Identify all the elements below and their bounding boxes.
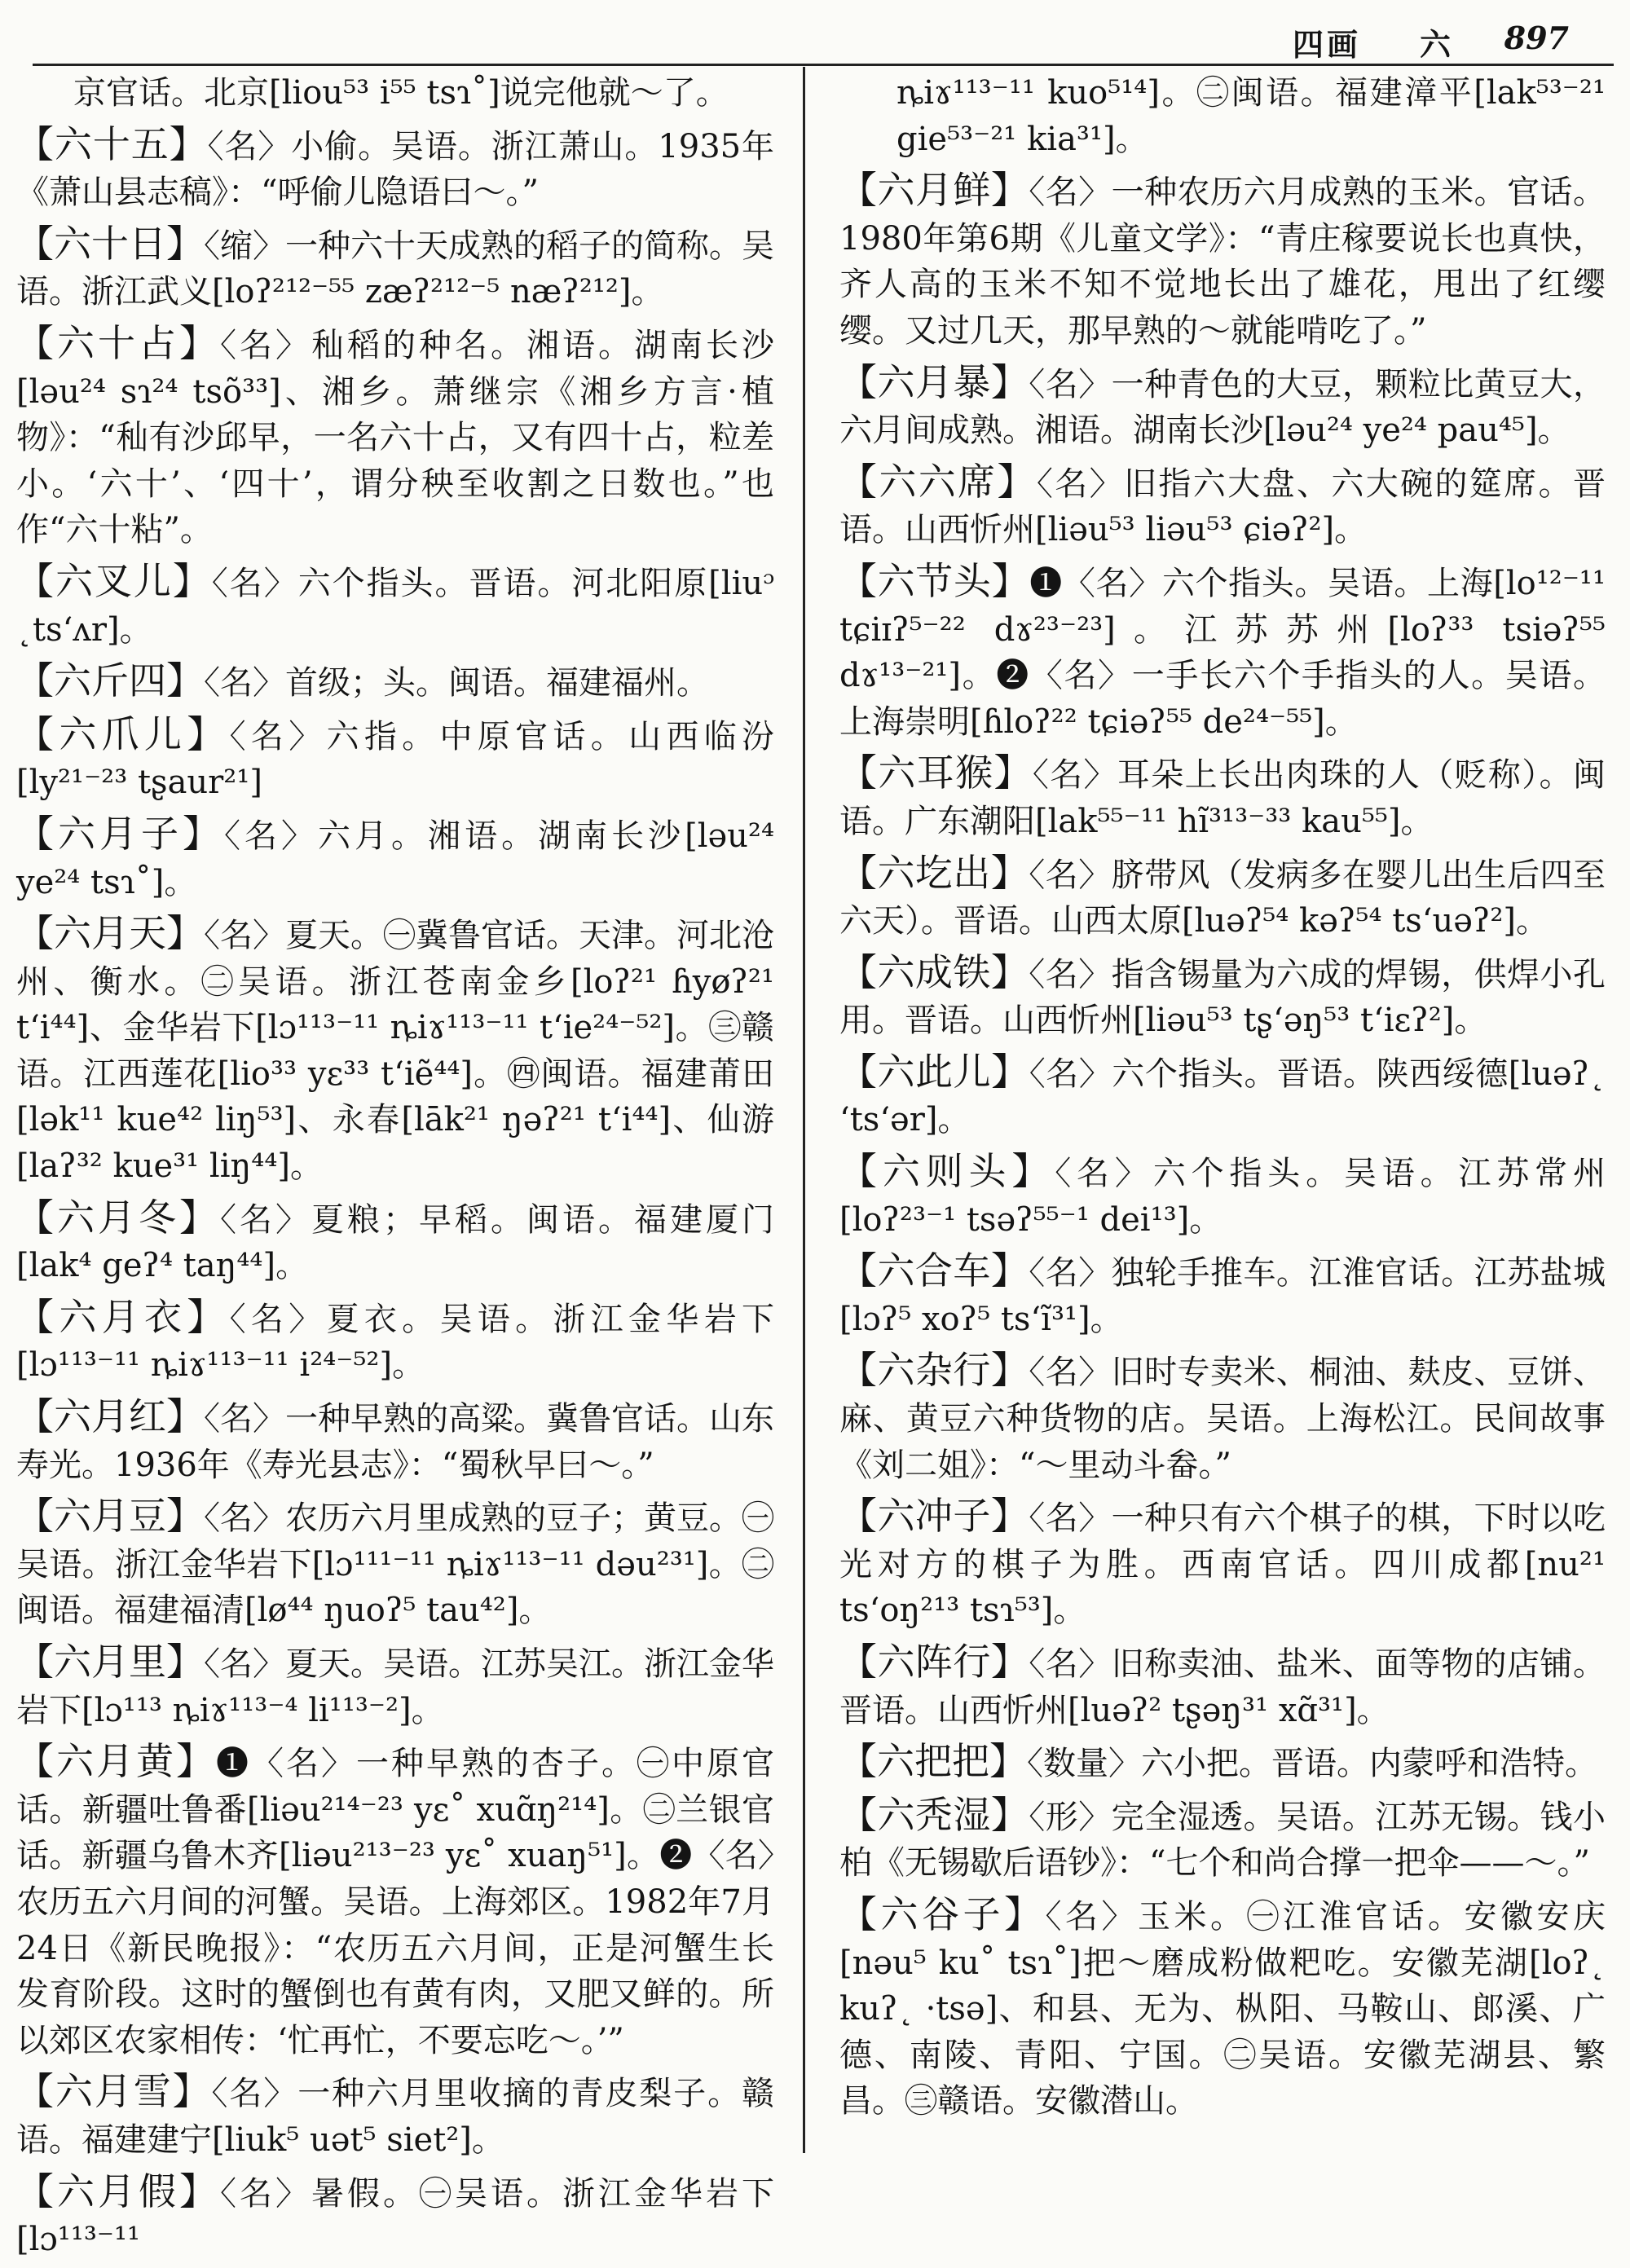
entry-definition: 〈形〉完全湿透。吴语。江苏无锡。钱小柏《无锡歇后语钞》：“七个和尚合撑一把伞——～。” [839, 1798, 1606, 1883]
dictionary-entry [16, 2169, 774, 2263]
entry-headword: 【六合车】 [839, 1249, 1029, 1293]
dictionary-entry [16, 1493, 774, 1634]
entry-headword: 【六冲子】 [839, 1494, 1029, 1539]
dictionary-entry [16, 910, 774, 1190]
entry-headword: 【六爪儿】 [16, 711, 230, 756]
dictionary-entry [16, 2068, 774, 2163]
dictionary-entry [16, 658, 774, 707]
entry-headword: 【六月豆】 [16, 1494, 204, 1539]
dictionary-entry [16, 1639, 774, 1733]
entry-headword: 【六杂行】 [839, 1348, 1029, 1393]
entry-continuation: ȵiɤ¹¹³⁻¹¹ kuo⁵¹⁴]。㊁闽语。福建漳平[lak⁵³⁻²¹ gie⁵³⁻²¹ kia³¹]。 [896, 74, 1606, 158]
entry-definition: 〈名〉夏衣。吴语。浙江金华岩下[lɔ¹¹³⁻¹¹ ȵiɤ¹¹³⁻¹¹ i²⁴⁻⁵²]。 [16, 1300, 775, 1385]
entry-headword: 【六阵行】 [839, 1640, 1029, 1684]
column-divider [803, 67, 805, 2153]
entry-definition: 〈名〉夏天。吴语。江苏吴江。浙江金华岩下[lɔ¹¹³ ȵiɤ¹¹³⁻⁴ li¹¹³⁻²]。 [16, 1645, 774, 1729]
entry-definition: 〈名〉独轮手推车。江淮官话。江苏盐城[lɔʔ⁵ xoʔ⁵ tsʻĩ³¹]。 [839, 1254, 1606, 1338]
dictionary-entry [839, 558, 1606, 745]
entry-definition: ❶〈名〉六个指头。吴语。上海[lo¹²⁻¹¹ tɕiɪʔ⁵⁻²² dɤ²³⁻²³]。江苏苏州[loʔ³³ tsiəʔ⁵⁵ dɤ¹³⁻²¹]。❷〈名〉一手长六个手指头的人。吴语。上海崇明[ɦloʔ²² tɕiəʔ⁵⁵ de²⁴⁻⁵⁵]。 [839, 564, 1606, 741]
dictionary-entry [839, 1347, 1606, 1488]
entry-definition: 〈名〉秈稻的种名。湘语。湖南长沙[ləu²⁴ sɿ²⁴ tsõ³³]、湘乡。萧继宗《湘乡方言·植物》：“秈有沙邱早，一名六十占，又有四十占，粒差小。‘六十’、‘四十’，谓分秧至收割之日数也。”也作“六十粘”。 [16, 326, 774, 549]
dictionary-entry [16, 558, 774, 653]
dictionary-entry [16, 1738, 774, 2063]
entry-headword: 【六月黄】 [16, 1739, 216, 1784]
entry-definition: 〈名〉六个指头。晋语。陕西绥德[luəʔ˛ ʻtsʻər]。 [839, 1055, 1606, 1139]
entry-headword: 【六月冬】 [16, 1195, 220, 1240]
entry-definition: 〈名〉旧时专卖米、桐油、麸皮、豆饼、麻、黄豆六种货物的店。吴语。上海松江。民间故事《刘二姐》：“～里动斗畚。” [839, 1354, 1606, 1484]
entry-headword: 【六谷子】 [839, 1891, 1046, 1936]
header-rule [33, 64, 1614, 66]
entry-definition: ❶〈名〉一种早熟的杏子。㊀中原官话。新疆吐鲁番[liəu²¹⁴⁻²³ yɛ˚ xuɑ̃ŋ²¹⁴]。㊁兰银官话。新疆乌鲁木齐[liəu²¹³⁻²³ yɛ˚ xuaŋ⁵¹]。❷〈名〉农历五六月间的河蟹。吴语。上海郊区。1982年7月24日《新民晚报》：“农历五六月间，正是河蟹生长发育阶段。这时的蟹倒也有黄有肉，又肥又鲜的。所以郊区农家相传：‘忙再忙，不要忘吃～。’” [16, 1745, 774, 2059]
entry-headword: 【六耳猴】 [839, 751, 1033, 795]
dictionary-entry [839, 1792, 1606, 1887]
entry-headword: 【六月子】 [16, 811, 225, 856]
entry-definition: 〈名〉一种六月里收摘的青皮梨子。赣语。福建建宁[liuk⁵ uət⁵ siet²]。 [16, 2075, 775, 2159]
entry-definition: 〈名〉一种早熟的高粱。冀鲁官话。山东寿光。1936年《寿光县志》：“蜀秋早曰～。” [16, 1400, 774, 1484]
dictionary-entry [839, 167, 1606, 354]
entry-definition: 〈名〉小偷。吴语。浙江萧山。1935年《萧山县志稿》：“呼偷儿隐语曰～。” [16, 127, 775, 212]
dictionary-entry [16, 221, 774, 315]
dictionary-entry [839, 1891, 1606, 2125]
entry-definition: 〈名〉一种农历六月成熟的玉米。官话。1980年第6期《儿童文学》：“青庄稼要说长也真快，齐人高的玉米不知不觉地长出了雄花，甩出了红缨缨。又过几天，那早熟的～就能啃吃了。” [839, 174, 1606, 350]
entry-headword: 【六十日】 [16, 221, 204, 266]
entry-headword: 【六则头】 [839, 1149, 1055, 1194]
entry-headword: 【六月假】 [16, 2169, 220, 2213]
entry-definition: 〈名〉六个指头。晋语。河北阳原[liuᵓ ˛tsʻʌr]。 [16, 564, 774, 649]
entry-headword: 【六圪出】 [839, 850, 1029, 895]
entry-definition: 〈名〉脐带风（发病多在婴儿出生后四至六天）。晋语。山西太原[luəʔ⁵⁴ kəʔ⁵⁴ tsʻuəʔ²]。 [839, 856, 1606, 940]
page-number: 897 [1504, 20, 1569, 56]
entry-headword: 【六节头】 [839, 558, 1030, 603]
header-subsection: 六 [1419, 26, 1451, 63]
entry-headword: 【六月暴】 [839, 359, 1029, 404]
entry-headword: 【六月鲜】 [839, 168, 1029, 213]
entry-definition: 〈名〉一种青色的大豆，颗粒比黄豆大，六月间成熟。湘语。湖南长沙[ləu²⁴ ye²⁴ pau⁴⁵]。 [839, 365, 1606, 450]
dictionary-entry [16, 1195, 774, 1289]
dictionary-entry [839, 359, 1606, 454]
dictionary-entry [839, 1493, 1606, 1634]
dictionary-entry [839, 1248, 1606, 1342]
dictionary-entry [16, 811, 774, 905]
entry-headword: 【六叉儿】 [16, 558, 212, 603]
entry-headword: 【六斤四】 [16, 658, 204, 703]
entry-definition: 〈缩〉一种六十天成熟的稻子的简称。吴语。浙江武义[loʔ²¹²⁻⁵⁵ zæʔ²¹²⁻⁵ næʔ²¹²]。 [16, 227, 774, 311]
dictionary-entry [839, 1049, 1606, 1143]
entry-definition: 〈数量〉六小把。晋语。内蒙呼和浩特。 [1027, 1745, 1597, 1783]
entry-headword: 【六月天】 [16, 911, 204, 956]
entry-definition: 〈名〉一种只有六个棋子的棋，下时以吃光对方的棋子为胜。西南官话。四川成都[nu²¹ tsʻoŋ²¹³ tsɿ⁵³]。 [839, 1500, 1606, 1630]
entry-definition: 〈名〉夏天。㊀冀鲁官话。天津。河北沧州、衡水。㊁吴语。浙江苍南金乡[loʔ²¹ ɦyøʔ²¹ tʻi⁴⁴]、金华岩下[lɔ¹¹³⁻¹¹ ȵiɤ¹¹³⁻¹¹ tʻie²⁴⁻⁵²]。㊂赣语。江西莲花[lio³³ yɛ³³ tʻiẽ⁴⁴]。㊃闽语。福建莆田[lək¹¹ kue⁴² liŋ⁵³]、永春[lāk²¹ ŋəʔ²¹ tʻi⁴⁴]、仙游[laʔ³² kue³¹ liŋ⁴⁴]。 [16, 917, 774, 1186]
entry-headword: 【六把把】 [839, 1739, 1027, 1784]
entry-headword: 【六此儿】 [839, 1049, 1029, 1094]
dictionary-entry [839, 949, 1606, 1044]
entry-definition: 〈名〉农历六月里成熟的豆子；黄豆。㊀吴语。浙江金华岩下[lɔ¹¹¹⁻¹¹ ȵiɤ¹¹³⁻¹¹ dəu²³¹]。㊁闽语。福建福清[lø⁴⁴ ŋuoʔ⁵ tau⁴²]。 [16, 1500, 774, 1630]
entry-definition: 〈名〉六个指头。吴语。江苏常州[loʔ²³⁻¹ tsəʔ⁵⁵⁻¹ dei¹³]。 [839, 1155, 1606, 1239]
dictionary-entry [16, 320, 774, 553]
entry-headword: 【六月红】 [16, 1394, 204, 1439]
entry-definition: 〈名〉夏粮；早稻。闽语。福建厦门[lak⁴ geʔ⁴ taŋ⁴⁴]。 [16, 1200, 774, 1285]
dictionary-entry [839, 1738, 1606, 1787]
left-column [16, 70, 774, 2268]
entry-continuation: 京官话。北京[liou⁵³ i⁵⁵ tsɿ˚]说完他就～了。 [73, 74, 729, 112]
dictionary-entry [16, 121, 774, 216]
page-header [33, 16, 1614, 65]
entry-headword: 【六十五】 [16, 121, 208, 166]
dictionary-entry [839, 1639, 1606, 1733]
dictionary-entry [839, 459, 1606, 553]
dictionary-entry [839, 750, 1606, 844]
dictionary-entry [16, 711, 774, 806]
entry-headword: 【六月里】 [16, 1640, 204, 1684]
entry-headword: 【六月衣】 [16, 1294, 230, 1339]
entry-definition: 〈名〉暑假。㊀吴语。浙江金华岩下[lɔ¹¹³⁻¹¹ [16, 2174, 774, 2259]
right-column [839, 70, 1606, 2129]
entry-definition: 〈名〉玉米。㊀江淮官话。安徽安庆[nəu⁵ ku˚ tsɿ˚]把～磨成粉做粑吃。安徽芜湖[loʔ˛ kuʔ˛ ·tsə]、和县、无为、枞阳、马鞍山、郎溪、广德、南陵、青阳、宁国。㊁吴语。安徽芜湖县、繁昌。㊂赣语。安徽潜山。 [839, 1897, 1606, 2120]
dictionary-entry [16, 1394, 774, 1488]
entry-definition: 〈名〉耳朵上长出肉珠的人（贬称）。闽语。广东潮阳[lak⁵⁵⁻¹¹ hĩ³¹³⁻³³ kau⁵⁵]。 [839, 756, 1606, 840]
dictionary-entry [839, 1148, 1606, 1243]
entry-definition: 〈名〉指含锡量为六成的焊锡，供焊小孔用。晋语。山西忻州[liəu⁵³ tʂʻəŋ⁵³ tʻiɛʔ²]。 [839, 955, 1606, 1040]
entry-headword: 【六十占】 [16, 320, 220, 365]
entry-definition: 〈名〉首级；头。闽语。福建福州。 [204, 664, 709, 702]
entry-headword: 【六六席】 [839, 459, 1037, 504]
entry-headword: 【六成铁】 [839, 949, 1029, 994]
entry-definition: 〈名〉六指。中原官话。山西临汾[ly²¹⁻²³ tʂaur²¹] [16, 717, 775, 802]
entry-definition: 〈名〉旧指六大盘、六大碗的筵席。晋语。山西忻州[liəu⁵³ liəu⁵³ ɕiəʔ²]。 [839, 465, 1606, 549]
entry-headword: 【六月雪】 [16, 2069, 212, 2114]
dictionary-entry [16, 1294, 774, 1389]
entry-definition: 〈名〉六月。湘语。湖南长沙[ləu²⁴ ye²⁴ tsɿ˚]。 [16, 817, 775, 901]
entry-headword: 【六秃湿】 [839, 1792, 1029, 1837]
header-section: 四画 [1292, 26, 1361, 63]
entry-definition: 〈名〉旧称卖油、盐米、面等物的店铺。晋语。山西忻州[luəʔ² tʂəŋ³¹ xɑ̃³¹]。 [839, 1645, 1606, 1729]
dictionary-entry [839, 850, 1606, 945]
